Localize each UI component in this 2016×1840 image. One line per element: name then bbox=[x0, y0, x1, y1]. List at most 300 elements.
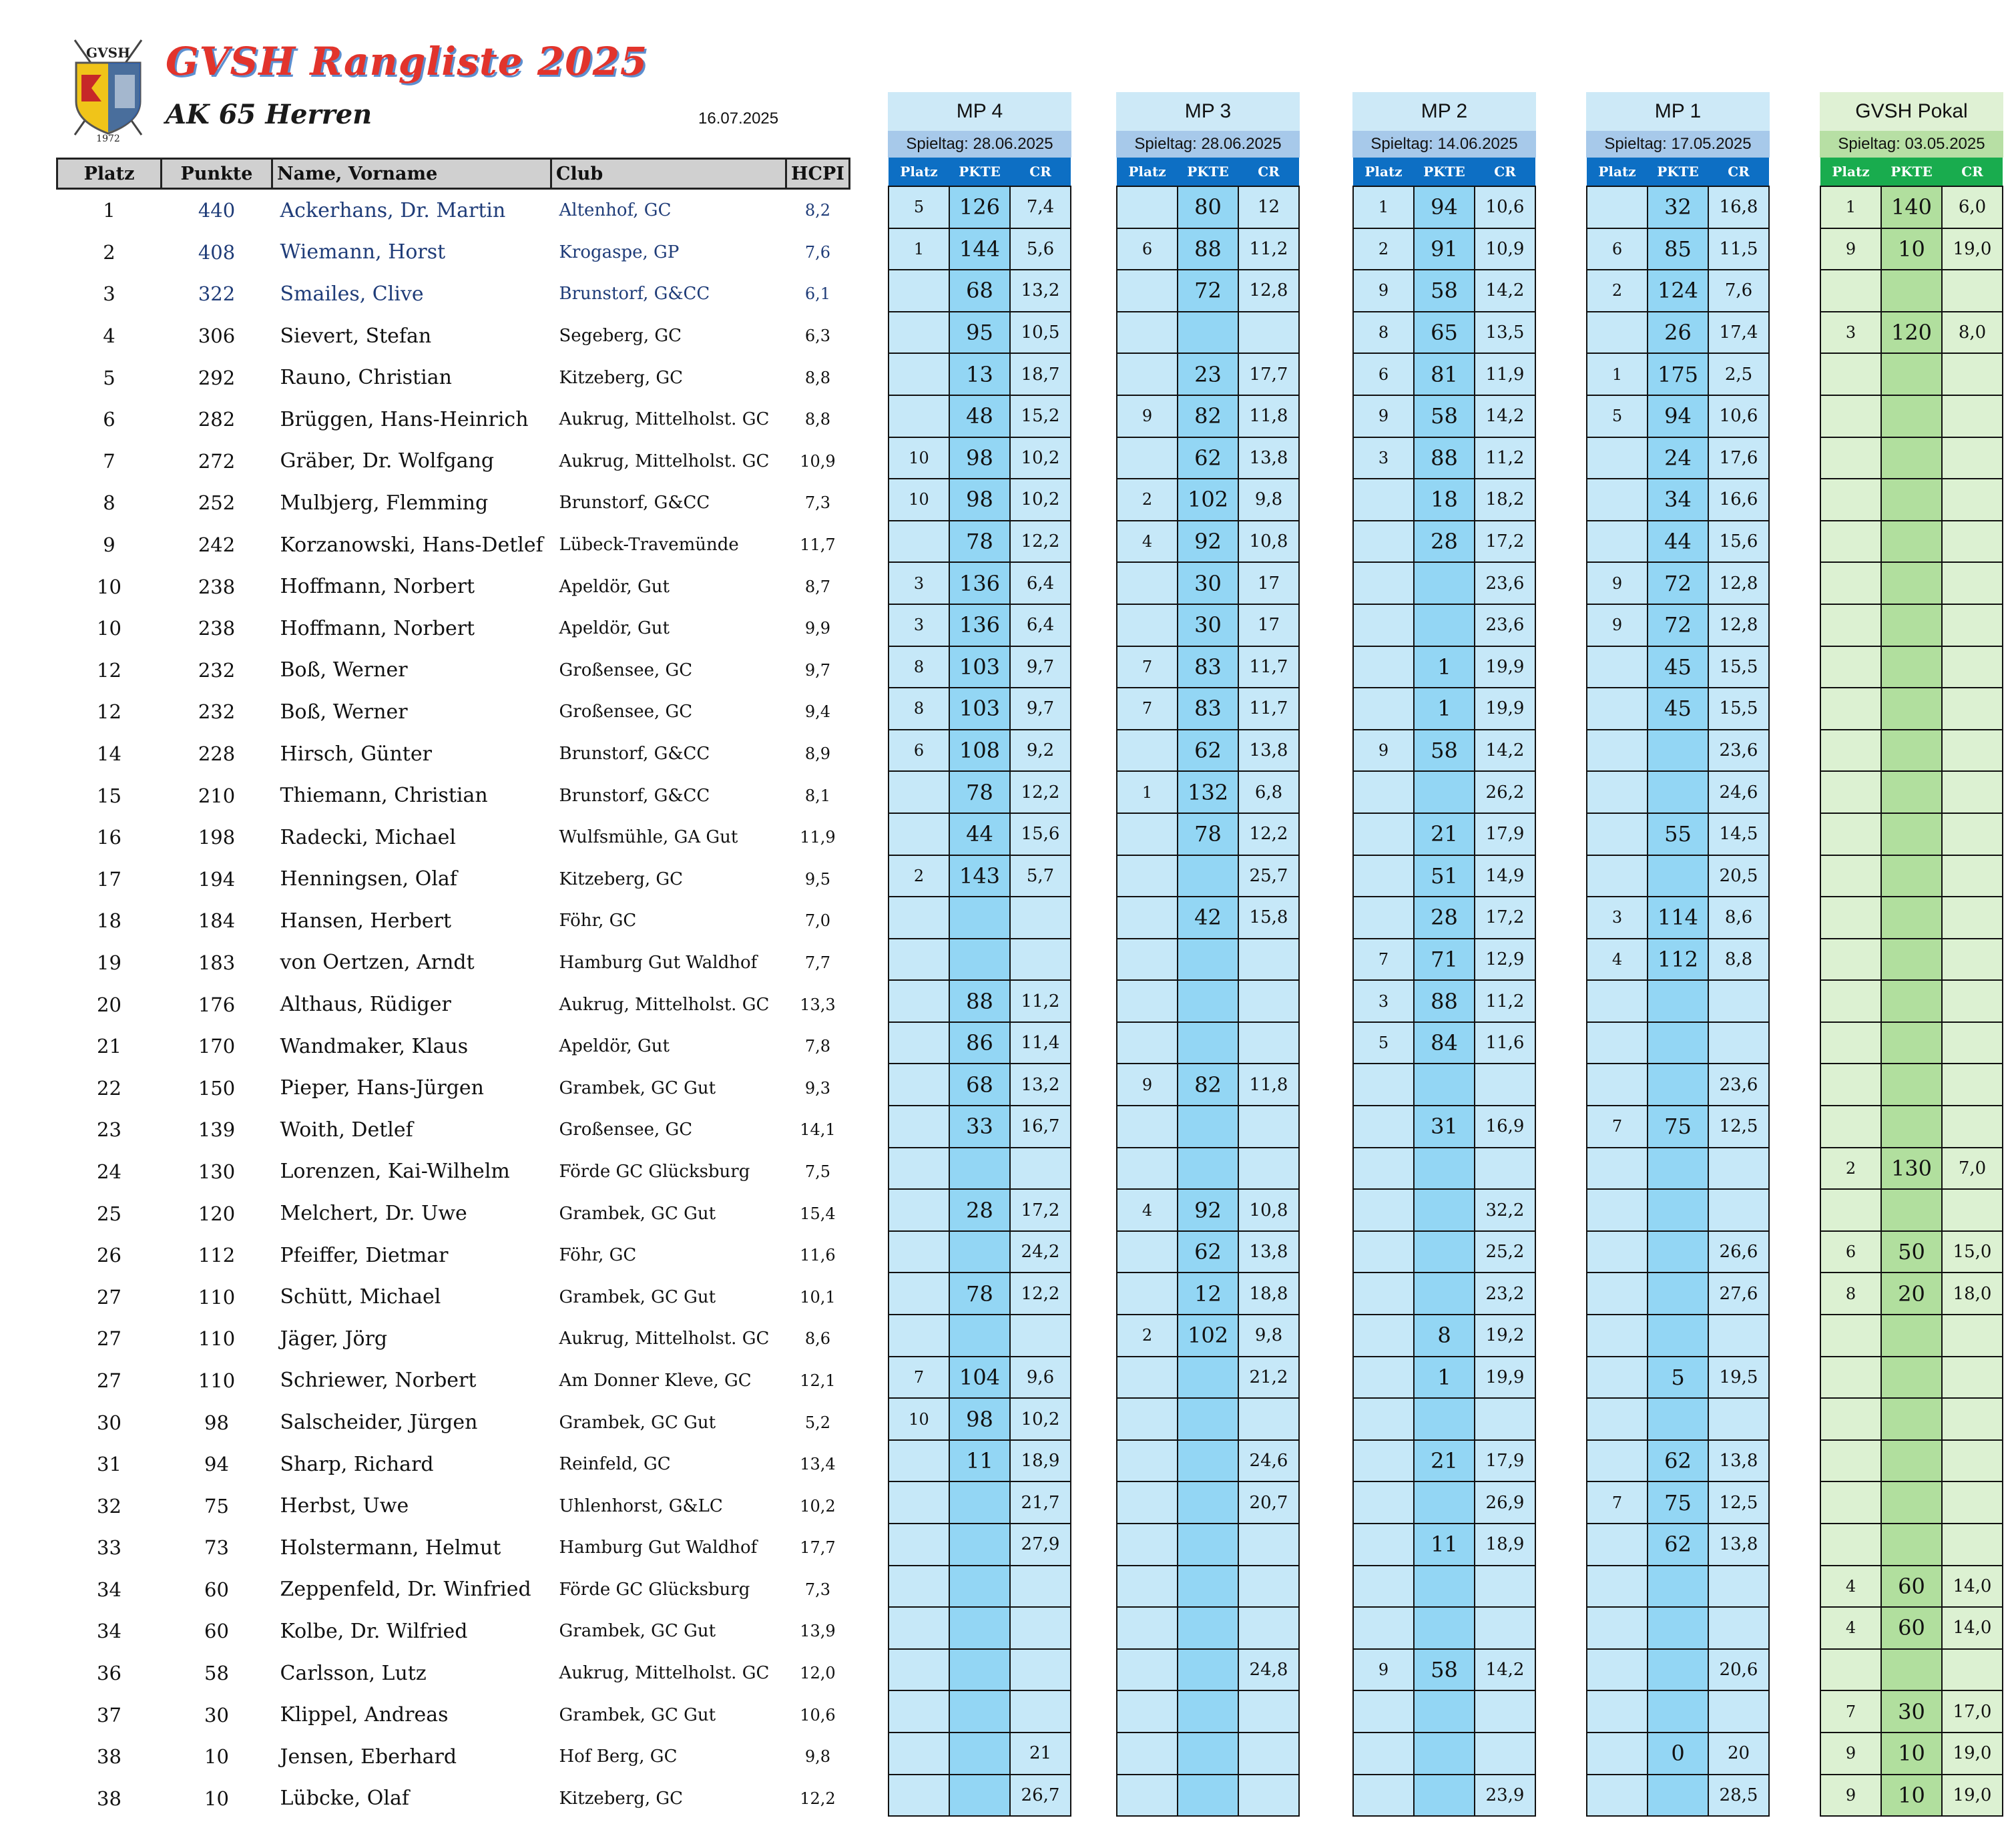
points-cell: 292 bbox=[198, 366, 236, 389]
tournament-rank-cell bbox=[1353, 1273, 1414, 1315]
tournament-row bbox=[1587, 897, 1769, 939]
tournament-points-cell bbox=[1881, 980, 1942, 1022]
table-row bbox=[57, 1067, 850, 1109]
tournament-points-cell: 80 bbox=[1178, 186, 1238, 228]
tournament-points-cell: 10 bbox=[1881, 1775, 1942, 1817]
tournament-table bbox=[1116, 158, 1300, 1817]
table-row bbox=[57, 1694, 850, 1736]
tournament-rank-cell bbox=[1820, 980, 1881, 1022]
tournament-row bbox=[1353, 521, 1535, 563]
tournament-points-cell bbox=[949, 1607, 1010, 1649]
tournament-rank-cell bbox=[1353, 604, 1414, 646]
tournament-row bbox=[889, 688, 1071, 730]
club-cell: Grambek, GC Gut bbox=[559, 1078, 716, 1098]
rank-cell: 34 bbox=[97, 1620, 121, 1643]
tournament-points-cell: 104 bbox=[949, 1357, 1010, 1399]
tournament-cr-cell bbox=[1238, 1524, 1299, 1566]
tournament-cr-cell: 9,8 bbox=[1238, 1315, 1299, 1357]
tournament-row bbox=[1820, 1189, 2003, 1231]
tournament-rank-cell bbox=[889, 1481, 949, 1524]
tournament-rank-cell bbox=[1820, 437, 1881, 479]
tournament-cr-cell bbox=[1238, 1733, 1299, 1775]
tournament-points-cell: 51 bbox=[1414, 855, 1475, 897]
tournament-rank-cell bbox=[1117, 1148, 1178, 1190]
tournament-points-cell bbox=[1881, 562, 1942, 604]
tournament-points-cell bbox=[1881, 939, 1942, 981]
tournament-points-cell bbox=[1881, 1315, 1942, 1357]
tournament-row bbox=[1587, 1148, 1769, 1190]
tournament-rank-cell bbox=[1117, 1775, 1178, 1817]
club-cell: Segeberg, GC bbox=[559, 326, 682, 347]
tournament-rank-cell bbox=[1117, 1690, 1178, 1733]
tournament-cr-cell: 24,6 bbox=[1708, 771, 1769, 813]
tournament-cr-cell: 14,0 bbox=[1942, 1607, 2003, 1649]
tournament-rank-cell bbox=[1117, 270, 1178, 312]
tournament-row bbox=[1820, 1064, 2003, 1106]
points-cell: 30 bbox=[204, 1703, 229, 1727]
tournament-row bbox=[1820, 312, 2003, 354]
tournament-points-cell bbox=[949, 1649, 1010, 1691]
points-cell: 282 bbox=[198, 408, 236, 431]
tournament-title: MP 4 bbox=[888, 92, 1071, 131]
tournament-cr-cell: 8,8 bbox=[1708, 939, 1769, 981]
tournament-points-cell bbox=[1648, 1273, 1708, 1315]
rank-cell: 27 bbox=[97, 1285, 121, 1309]
col-header-hcpi: HCPI bbox=[786, 159, 850, 189]
tournament-points-cell bbox=[1178, 1481, 1238, 1524]
tournament-row bbox=[1587, 1064, 1769, 1106]
tournament-block bbox=[1116, 92, 1300, 1817]
page-title: GVSH Rangliste 2025 bbox=[166, 39, 648, 84]
tournament-cr-cell: 5,7 bbox=[1010, 855, 1071, 897]
table-row bbox=[57, 733, 850, 775]
tournament-row bbox=[1587, 395, 1769, 437]
tournament-points-cell: 88 bbox=[1178, 228, 1238, 270]
tournament-rank-cell: 1 bbox=[1820, 186, 1881, 228]
points-cell: 272 bbox=[198, 449, 236, 473]
tournament-row bbox=[1353, 980, 1535, 1022]
tournament-rank-cell bbox=[1353, 855, 1414, 897]
rank-cell: 20 bbox=[97, 993, 121, 1016]
tournament-cr-cell bbox=[1238, 1775, 1299, 1817]
tournament-row bbox=[1587, 1106, 1769, 1148]
tournament-row bbox=[1820, 1357, 2003, 1399]
tournament-row bbox=[889, 771, 1071, 813]
tournament-row bbox=[1820, 1566, 2003, 1608]
tournament-rank-cell bbox=[1117, 1566, 1178, 1608]
tournament-cr-cell: 6,0 bbox=[1942, 186, 2003, 228]
tournament-row bbox=[1820, 1022, 2003, 1064]
table-row bbox=[57, 774, 850, 817]
name-cell: Melchert, Dr. Uwe bbox=[280, 1202, 467, 1226]
tournament-cr-cell: 11,2 bbox=[1010, 980, 1071, 1022]
tournament-cr-cell bbox=[1238, 312, 1299, 354]
table-row bbox=[57, 1401, 850, 1443]
tournament-cr-cell bbox=[1942, 604, 2003, 646]
tournament-row bbox=[1587, 1189, 1769, 1231]
tournament-points-cell bbox=[1178, 1524, 1238, 1566]
table-row bbox=[57, 273, 850, 315]
tournament-row bbox=[1117, 1524, 1299, 1566]
tournament-points-cell: 28 bbox=[1414, 521, 1475, 563]
rank-cell: 23 bbox=[97, 1118, 121, 1142]
tournament-cr-cell: 11,2 bbox=[1475, 437, 1535, 479]
tournament-row bbox=[1353, 1481, 1535, 1524]
tournament-header-row bbox=[1820, 158, 2003, 186]
tournament-points-cell: 60 bbox=[1881, 1607, 1942, 1649]
rank-cell: 25 bbox=[97, 1202, 121, 1225]
tournament-header-row bbox=[1117, 158, 1299, 186]
tournament-cr-cell: 5,6 bbox=[1010, 228, 1071, 270]
name-cell: Schriewer, Norbert bbox=[280, 1369, 477, 1393]
club-cell: Aukrug, Mittelholst. GC bbox=[559, 1329, 770, 1349]
tournament-rank-cell: 2 bbox=[1587, 270, 1648, 312]
tournament-rank-cell bbox=[1587, 688, 1648, 730]
points-cell: 60 bbox=[204, 1578, 229, 1601]
rank-cell: 38 bbox=[97, 1745, 121, 1769]
tournament-row bbox=[889, 1690, 1071, 1733]
tournament-cr-cell bbox=[1238, 1690, 1299, 1733]
tournament-rank-cell bbox=[1820, 395, 1881, 437]
name-cell: Gräber, Dr. Wolfgang bbox=[280, 449, 495, 473]
rank-cell: 38 bbox=[97, 1787, 121, 1810]
tournament-rank-cell bbox=[1820, 939, 1881, 981]
tournament-row bbox=[889, 270, 1071, 312]
tournament-cr-cell: 9,7 bbox=[1010, 688, 1071, 730]
tournament-rank-cell: 9 bbox=[1117, 395, 1178, 437]
tournament-points-cell: 98 bbox=[949, 1398, 1010, 1440]
tournament-points-cell bbox=[1178, 1775, 1238, 1817]
table-row bbox=[57, 441, 850, 483]
tournament-row bbox=[1353, 1775, 1535, 1817]
points-cell: 98 bbox=[204, 1411, 229, 1434]
name-cell: Jäger, Jörg bbox=[280, 1327, 388, 1351]
tournament-row bbox=[889, 1440, 1071, 1482]
tournament-row bbox=[1117, 437, 1299, 479]
tournament-cr-cell: 21,2 bbox=[1238, 1357, 1299, 1399]
tournament-points-cell: 28 bbox=[949, 1189, 1010, 1231]
tournament-cr-cell: 13,8 bbox=[1708, 1524, 1769, 1566]
club-cell: Großensee, GC bbox=[559, 660, 693, 680]
tournament-row bbox=[1587, 1357, 1769, 1399]
rank-cell: 10 bbox=[97, 575, 121, 598]
points-cell: 440 bbox=[198, 199, 236, 222]
tournament-rank-cell bbox=[889, 1022, 949, 1064]
club-cell: Brunstorf, G&CC bbox=[559, 493, 710, 513]
tournament-points-cell bbox=[1178, 312, 1238, 354]
points-cell: 232 bbox=[198, 700, 236, 724]
points-cell: 130 bbox=[198, 1160, 236, 1183]
name-cell: Lübcke, Olaf bbox=[280, 1787, 409, 1811]
name-cell: Sharp, Richard bbox=[280, 1452, 434, 1476]
tournament-points-cell: 94 bbox=[1414, 186, 1475, 228]
tournament-row bbox=[1117, 270, 1299, 312]
table-row bbox=[57, 650, 850, 692]
club-cell: Altenhof, GC bbox=[559, 200, 672, 221]
tournament-rank-cell bbox=[1117, 604, 1178, 646]
tournament-row bbox=[889, 1022, 1071, 1064]
ranking-header-row bbox=[57, 159, 850, 189]
tournament-cr-cell: 19,9 bbox=[1475, 1357, 1535, 1399]
tournament-points-cell: 95 bbox=[949, 312, 1010, 354]
tournament-row bbox=[1820, 646, 2003, 688]
points-cell: 94 bbox=[204, 1453, 229, 1476]
rank-cell: 32 bbox=[97, 1494, 121, 1518]
tournament-row bbox=[1587, 228, 1769, 270]
tournament-points-cell bbox=[1414, 1775, 1475, 1817]
tournament-title: MP 3 bbox=[1116, 92, 1300, 131]
tournament-rank-cell bbox=[1353, 1398, 1414, 1440]
table-row bbox=[57, 524, 850, 566]
tournament-row bbox=[1820, 1733, 2003, 1775]
tournament-points-cell bbox=[1881, 1357, 1942, 1399]
tournament-points-cell bbox=[1648, 1022, 1708, 1064]
tournament-rank-cell: 7 bbox=[1820, 1690, 1881, 1733]
tournament-rank-cell: 3 bbox=[889, 562, 949, 604]
rank-cell: 26 bbox=[97, 1244, 121, 1267]
tournament-points-cell: 34 bbox=[1648, 479, 1708, 521]
tournament-cr-cell: 17,2 bbox=[1475, 897, 1535, 939]
tournament-points-cell bbox=[1648, 980, 1708, 1022]
tournament-row bbox=[1587, 939, 1769, 981]
name-cell: Herbst, Uwe bbox=[280, 1494, 409, 1518]
tournament-rank-cell: 2 bbox=[889, 855, 949, 897]
table-row bbox=[57, 1443, 850, 1485]
tournament-points-cell bbox=[1414, 1481, 1475, 1524]
tournament-row bbox=[1353, 939, 1535, 981]
tournament-cr-cell: 17,7 bbox=[1238, 353, 1299, 395]
tournament-cr-cell: 9,2 bbox=[1010, 730, 1071, 772]
ranking-table bbox=[56, 158, 850, 1819]
tournament-cr-cell bbox=[1708, 1022, 1769, 1064]
tournament-cr-cell: 15,2 bbox=[1010, 395, 1071, 437]
tournament-points-cell: 11 bbox=[1414, 1524, 1475, 1566]
tournament-points-cell: 42 bbox=[1178, 897, 1238, 939]
table-row bbox=[57, 232, 850, 274]
tournament-cr-cell: 12,2 bbox=[1010, 1273, 1071, 1315]
tournament-rank-cell bbox=[889, 353, 949, 395]
sub-col-pkte: PKTE bbox=[1648, 158, 1708, 186]
tournament-cr-cell: 23,6 bbox=[1708, 730, 1769, 772]
tournament-row bbox=[889, 1106, 1071, 1148]
points-cell: 120 bbox=[198, 1202, 236, 1225]
tournament-cr-cell: 18,9 bbox=[1475, 1524, 1535, 1566]
tournament-rank-cell bbox=[1353, 1231, 1414, 1273]
name-cell: Althaus, Rüdiger bbox=[280, 993, 451, 1017]
tournament-row bbox=[1117, 1733, 1299, 1775]
tournament-cr-cell: 6,8 bbox=[1238, 771, 1299, 813]
name-cell: Hansen, Herbert bbox=[280, 909, 452, 933]
tournament-row bbox=[1587, 270, 1769, 312]
tournament-rank-cell bbox=[1587, 521, 1648, 563]
tournament-cr-cell: 21 bbox=[1010, 1733, 1071, 1775]
tournament-points-cell: 86 bbox=[949, 1022, 1010, 1064]
tournament-row bbox=[1353, 228, 1535, 270]
club-cell: Föhr, GC bbox=[559, 1245, 637, 1266]
tournament-cr-cell bbox=[1942, 771, 2003, 813]
hcpi-cell: 7,3 bbox=[804, 1580, 831, 1599]
tournament-row bbox=[1820, 1231, 2003, 1273]
tournament-row bbox=[1353, 270, 1535, 312]
tournament-cr-cell: 9,8 bbox=[1238, 479, 1299, 521]
club-cell: Brunstorf, G&CC bbox=[559, 744, 710, 764]
tournament-rank-cell bbox=[1117, 1524, 1178, 1566]
tournament-rank-cell bbox=[1587, 312, 1648, 354]
tournament-rank-cell bbox=[1117, 980, 1178, 1022]
points-cell: 238 bbox=[198, 575, 236, 598]
tournament-rank-cell bbox=[1117, 1106, 1178, 1148]
rank-cell: 8 bbox=[103, 491, 115, 515]
tournament-points-cell: 91 bbox=[1414, 228, 1475, 270]
tournament-cr-cell: 10,2 bbox=[1010, 1398, 1071, 1440]
hcpi-cell: 13,3 bbox=[800, 995, 836, 1014]
tournament-points-cell bbox=[1881, 1649, 1942, 1691]
points-cell: 322 bbox=[198, 282, 236, 306]
tournament-row bbox=[1117, 1148, 1299, 1190]
tournament-points-cell bbox=[1881, 855, 1942, 897]
tournament-points-cell: 108 bbox=[949, 730, 1010, 772]
tournament-row bbox=[889, 980, 1071, 1022]
tournament-points-cell: 20 bbox=[1881, 1273, 1942, 1315]
club-cell: Am Donner Kleve, GC bbox=[559, 1370, 752, 1391]
points-cell: 75 bbox=[204, 1494, 229, 1518]
tournament-cr-cell: 13,2 bbox=[1010, 270, 1071, 312]
tournament-row bbox=[889, 1775, 1071, 1817]
tournament-cr-cell bbox=[1010, 1649, 1071, 1691]
tournament-points-cell bbox=[1414, 1398, 1475, 1440]
tournament-points-cell bbox=[1178, 980, 1238, 1022]
tournament-cr-cell: 27,9 bbox=[1010, 1524, 1071, 1566]
club-cell: Grambek, GC Gut bbox=[559, 1203, 716, 1224]
table-row bbox=[57, 1569, 850, 1611]
tournament-cr-cell: 9,7 bbox=[1010, 646, 1071, 688]
tournament-row bbox=[1353, 604, 1535, 646]
club-cell: Krogaspe, GP bbox=[559, 242, 680, 262]
tournament-cr-cell: 20,7 bbox=[1238, 1481, 1299, 1524]
tournament-points-cell: 10 bbox=[1881, 1733, 1942, 1775]
rank-cell: 12 bbox=[97, 700, 121, 724]
sub-col-cr: CR bbox=[1708, 158, 1769, 186]
tournament-rank-cell bbox=[1353, 1775, 1414, 1817]
tournament-points-cell: 58 bbox=[1414, 730, 1475, 772]
tournament-cr-cell: 2,5 bbox=[1708, 353, 1769, 395]
points-cell: 198 bbox=[198, 826, 236, 849]
tournament-rank-cell: 1 bbox=[889, 228, 949, 270]
tournament-rank-cell bbox=[1820, 1022, 1881, 1064]
points-cell: 110 bbox=[198, 1369, 236, 1392]
tournament-rank-cell: 4 bbox=[1117, 521, 1178, 563]
tournament-points-cell bbox=[1414, 1064, 1475, 1106]
tournament-row bbox=[1820, 1690, 2003, 1733]
name-cell: Hoffmann, Norbert bbox=[280, 575, 475, 599]
club-cell: Grambek, GC Gut bbox=[559, 1621, 716, 1642]
tournament-cr-cell: 19,0 bbox=[1942, 1733, 2003, 1775]
tournament-rank-cell bbox=[1587, 813, 1648, 855]
tournament-cr-cell: 27,6 bbox=[1708, 1273, 1769, 1315]
points-cell: 139 bbox=[198, 1118, 236, 1142]
tournament-cr-cell bbox=[1238, 1148, 1299, 1190]
points-cell: 10 bbox=[204, 1745, 229, 1769]
tournament-cr-cell: 23,6 bbox=[1475, 562, 1535, 604]
tournament-rank-cell bbox=[1587, 980, 1648, 1022]
tournament-points-cell bbox=[949, 1690, 1010, 1733]
rank-cell: 33 bbox=[97, 1536, 121, 1560]
tournament-row bbox=[1820, 1148, 2003, 1190]
tournament-points-cell bbox=[1648, 1607, 1708, 1649]
tournament-row bbox=[889, 1231, 1071, 1273]
tournament-row bbox=[889, 1524, 1071, 1566]
sub-col-pkte: PKTE bbox=[1414, 158, 1475, 186]
tournament-cr-cell bbox=[1238, 980, 1299, 1022]
club-cell: Grambek, GC Gut bbox=[559, 1287, 716, 1307]
tournament-rank-cell bbox=[1820, 1649, 1881, 1691]
tournament-rank-cell bbox=[1353, 521, 1414, 563]
tournament-rank-cell: 10 bbox=[889, 1398, 949, 1440]
tournament-rank-cell bbox=[1117, 897, 1178, 939]
tournament-cr-cell: 12,9 bbox=[1475, 939, 1535, 981]
tournament-points-cell bbox=[1178, 1733, 1238, 1775]
tournament-row bbox=[1820, 604, 2003, 646]
tournament-row bbox=[1587, 562, 1769, 604]
tournament-rank-cell bbox=[1820, 897, 1881, 939]
tournament-points-cell: 82 bbox=[1178, 395, 1238, 437]
points-cell: 183 bbox=[198, 951, 236, 974]
tournament-row bbox=[1587, 1607, 1769, 1649]
tournament-rank-cell bbox=[1587, 1607, 1648, 1649]
tournament-rank-cell bbox=[1117, 562, 1178, 604]
tournament-rank-cell: 8 bbox=[1353, 312, 1414, 354]
tournament-cr-cell: 15,5 bbox=[1708, 646, 1769, 688]
name-cell: Brüggen, Hans-Heinrich bbox=[280, 407, 529, 431]
tournament-points-cell: 65 bbox=[1414, 312, 1475, 354]
tournament-row bbox=[1117, 646, 1299, 688]
club-cell: Uhlenhorst, G&LC bbox=[559, 1496, 723, 1516]
tournament-cr-cell: 12,5 bbox=[1708, 1481, 1769, 1524]
rank-cell: 7 bbox=[103, 449, 115, 473]
points-cell: 110 bbox=[198, 1285, 236, 1309]
tournament-row bbox=[1587, 1690, 1769, 1733]
tournament-points-cell: 44 bbox=[949, 813, 1010, 855]
logo-text: GVSH bbox=[86, 45, 130, 61]
tournament-row bbox=[1117, 1231, 1299, 1273]
tournament-rank-cell bbox=[889, 270, 949, 312]
tournament-rank-cell: 7 bbox=[1587, 1106, 1648, 1148]
tournament-cr-cell: 19,0 bbox=[1942, 1775, 2003, 1817]
table-row bbox=[57, 315, 850, 357]
tournament-row bbox=[1820, 1524, 2003, 1566]
sub-col-pkte: PKTE bbox=[949, 158, 1010, 186]
tournament-points-cell bbox=[949, 1733, 1010, 1775]
name-cell: Pfeiffer, Dietmar bbox=[280, 1243, 449, 1267]
tournament-row bbox=[1117, 312, 1299, 354]
tournament-rank-cell: 3 bbox=[1353, 437, 1414, 479]
tournament-cr-cell: 24,8 bbox=[1238, 1649, 1299, 1691]
tournament-points-cell: 88 bbox=[1414, 980, 1475, 1022]
tournament-rank-cell bbox=[889, 1566, 949, 1608]
tournament-points-cell bbox=[1881, 1481, 1942, 1524]
tournament-rank-cell: 9 bbox=[1353, 730, 1414, 772]
tournament-rank-cell bbox=[889, 1064, 949, 1106]
tournament-row bbox=[1820, 688, 2003, 730]
rank-cell: 21 bbox=[97, 1035, 121, 1058]
tournament-cr-cell bbox=[1942, 479, 2003, 521]
tournament-rank-cell bbox=[889, 1733, 949, 1775]
hcpi-cell: 8,7 bbox=[804, 577, 831, 596]
tournament-points-cell: 75 bbox=[1648, 1106, 1708, 1148]
tournament-cr-cell: 15,6 bbox=[1010, 813, 1071, 855]
tournament-rank-cell: 6 bbox=[1353, 353, 1414, 395]
tournament-rank-cell bbox=[889, 1607, 949, 1649]
